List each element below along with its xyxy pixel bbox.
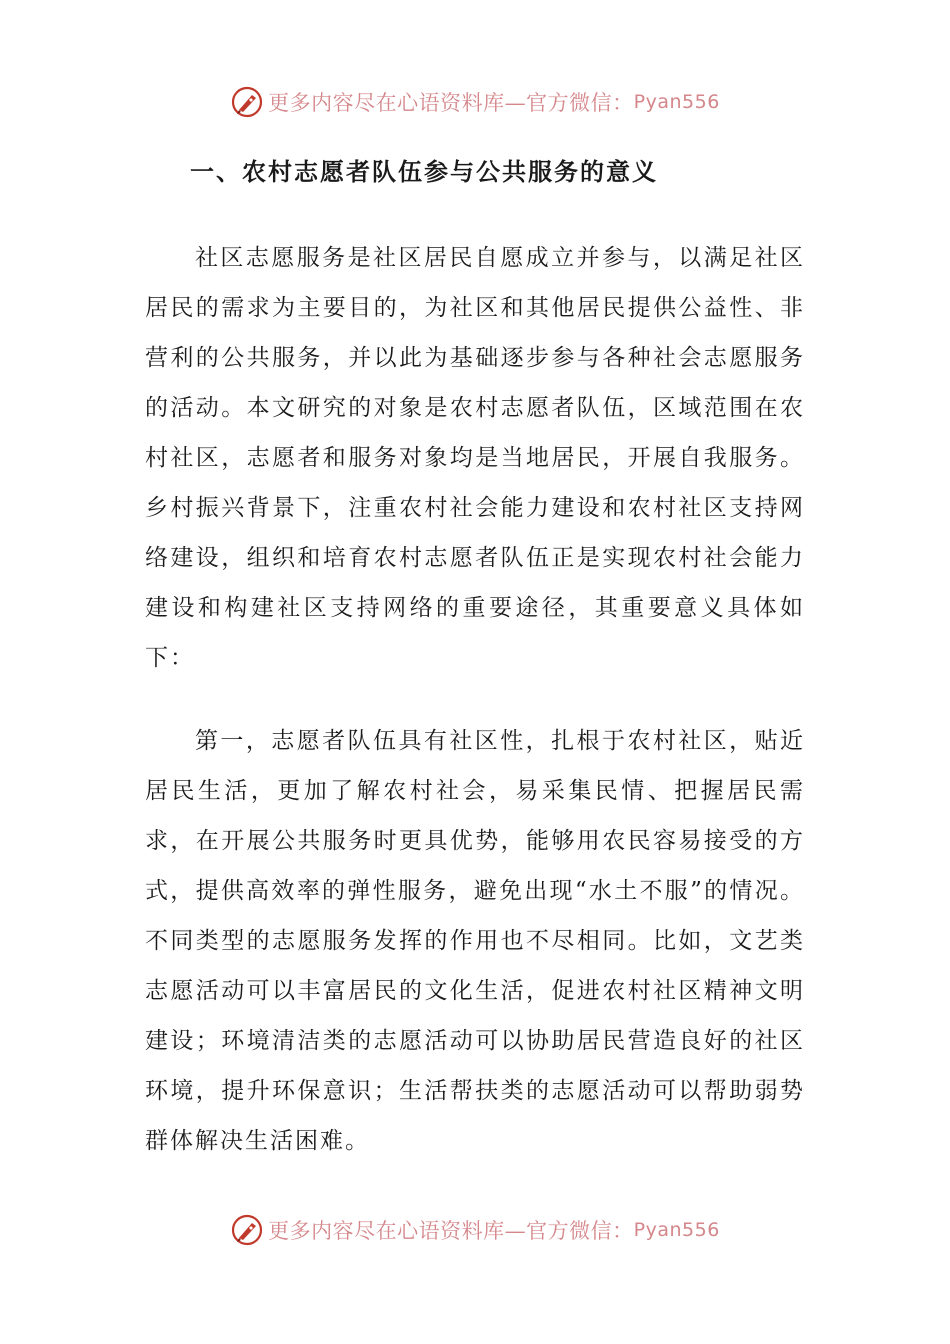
body-paragraph: 社区志愿服务是社区居民自愿成立并参与，以满足社区居民的需求为主要目的，为社区和其他居民提供公益性、非营利的公共服务，并以此为基础逐步参与各种社会志愿服务的活动。本文研究的对象是农村志愿者队伍，区域范围在农村社区，志愿者和服务对象均是当地居民，开展自我服务。乡村振兴背景下，注重农村社会能力建设和农村社区支持网络建设，组织和培育农村志愿者队伍正是实现农村社会能力建设和构建社区支持网络的重要途径，其重要意义具体如下： xyxy=(145,245,805,671)
pen-nib-logo-icon xyxy=(230,85,264,119)
pen-nib-logo-icon xyxy=(230,1213,264,1247)
header-watermark xyxy=(0,80,950,124)
body-paragraph: 第一，志愿者队伍具有社区性，扎根于农村社区，贴近居民生活，更加了解农村社会，易采集民情、把握居民需求，在开展公共服务时更具优势，能够用农民容易接受的方式，提供高效率的弹性服务，避免出现“水土不服”的情况。不同类型的志愿服务发挥的作用也不尽相同。比如，文艺类志愿活动可以丰富居民的文化生活，促进农村社区精神文明建设；环境清洁类的志愿活动可以协助居民营造良好的社区环境，提升环保意识；生活帮扶类的志愿活动可以帮助弱势群体解决生活困难。 xyxy=(145,728,805,1154)
watermark-wechat-id: Pyan556 xyxy=(633,91,720,113)
watermark-text: 更多内容尽在心语资料库—官方微信： xyxy=(268,91,634,115)
section-heading: 一、农村志愿者队伍参与公共服务的意义 xyxy=(190,158,658,186)
watermark-text: 更多内容尽在心语资料库—官方微信： xyxy=(268,1219,634,1243)
footer-watermark xyxy=(0,1208,950,1252)
watermark-wechat-id: Pyan556 xyxy=(633,1219,720,1241)
